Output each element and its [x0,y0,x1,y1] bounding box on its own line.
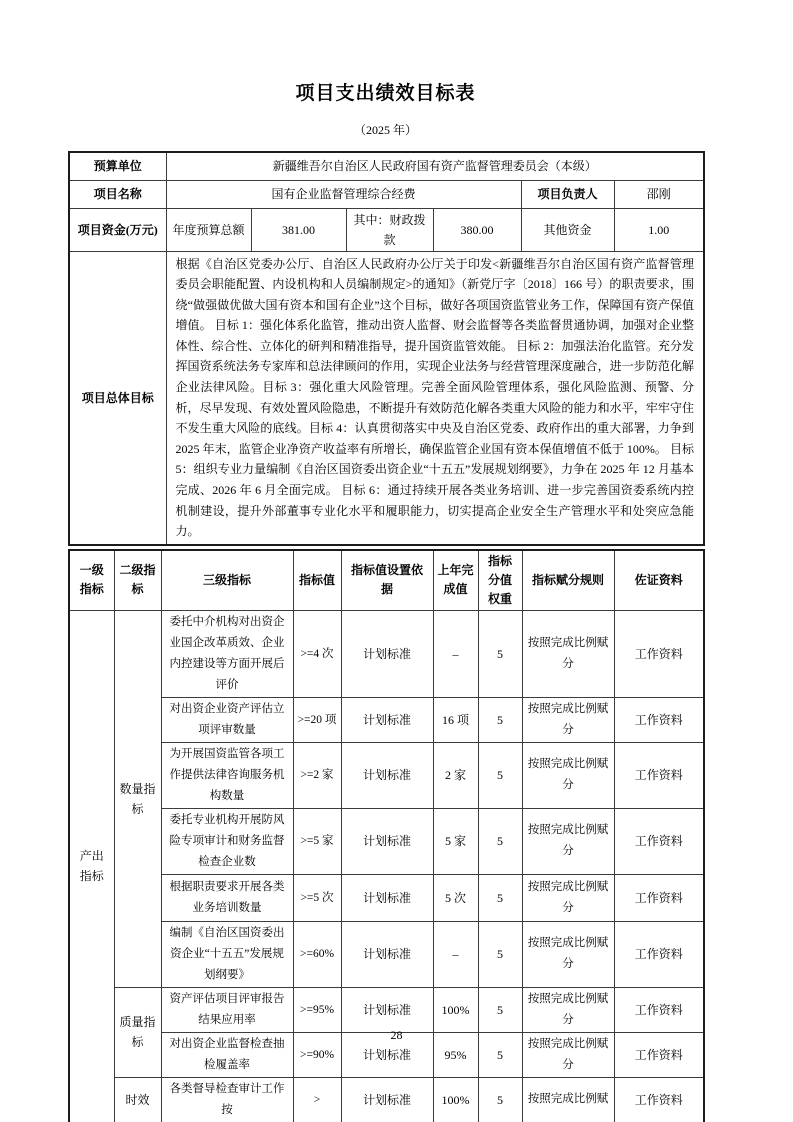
overall-goal-row [69,251,704,545]
prev-year-cell: 95% [433,1032,478,1077]
indicators-header-row [69,550,704,611]
evidence-cell: 工作资料 [614,987,704,1032]
prev-year-cell: 5 次 [433,874,478,921]
basis-cell: 计划标准 [341,874,433,921]
indicator-row [69,742,704,808]
level3-indicator-cell: 根据职责要求开展各类业务培训数量 [161,874,293,921]
weight-cell: 5 [478,1077,522,1122]
funds-label: 项目资金(万元) [69,208,166,251]
basis-cell: 计划标准 [341,697,433,742]
target-value-cell: >=20 项 [293,697,341,742]
level3-indicator-cell: 编制《自治区国资委出资企业“十五五”发展规划纲要》 [161,921,293,987]
level3-indicator-cell: 资产评估项目评审报告结果应用率 [161,987,293,1032]
header-level1: 一级指标 [69,550,114,611]
prev-year-cell: 2 家 [433,742,478,808]
basis-cell: 计划标准 [341,1077,433,1122]
header-evidence: 佐证资料 [614,550,704,611]
basis-cell: 计划标准 [341,808,433,874]
evidence-cell: 工作资料 [614,874,704,921]
level3-indicator-cell: 各类督导检查审计工作按 [161,1077,293,1122]
scoring-rule-cell: 按照完成比例赋 [522,1077,614,1122]
target-value-cell: >=5 家 [293,808,341,874]
level3-indicator-cell: 为开展国资监管各项工作提供法律咨询服务机构数量 [161,742,293,808]
budget-unit-value: 新疆维吾尔自治区人民政府国有资产监督管理委员会（本级） [166,152,704,180]
project-leader-label: 项目负责人 [521,180,614,208]
basis-cell: 计划标准 [341,921,433,987]
fiscal-funds-value: 380.00 [433,208,521,251]
weight-cell: 5 [478,808,522,874]
project-name-label: 项目名称 [69,180,166,208]
project-funds-row [69,208,704,251]
scoring-rule-cell: 按照完成比例赋分 [522,987,614,1032]
target-value-cell: >=2 家 [293,742,341,808]
weight-cell: 5 [478,742,522,808]
other-funds-label: 其他资金 [521,208,614,251]
budget-unit-row [69,152,704,180]
evidence-cell: 工作资料 [614,808,704,874]
evidence-cell: 工作资料 [614,921,704,987]
indicator-row [69,610,704,697]
weight-cell: 5 [478,874,522,921]
evidence-cell: 工作资料 [614,697,704,742]
page-number: 28 [390,1028,403,1042]
scoring-rule-cell: 按照完成比例赋分 [522,808,614,874]
basis-cell: 计划标准 [341,987,433,1032]
document-content [68,0,703,1122]
target-value-cell: > [293,1077,341,1122]
scoring-rule-cell: 按照完成比例赋分 [522,610,614,697]
target-value-cell: >=90% [293,1032,341,1077]
level3-indicator-cell: 委托专业机构开展防风险专项审计和财务监督检查企业数 [161,808,293,874]
prev-year-cell: 100% [433,987,478,1032]
basis-cell: 计划标准 [341,1032,433,1077]
prev-year-cell: – [433,921,478,987]
scoring-rule-cell: 按照完成比例赋分 [522,742,614,808]
header-level3: 三级指标 [161,550,293,611]
annual-budget-label: 年度预算总额 [166,208,251,251]
weight-cell: 5 [478,1032,522,1077]
indicator-row [69,808,704,874]
project-leader-value: 邵刚 [614,180,704,208]
scoring-rule-cell: 按照完成比例赋分 [522,1032,614,1077]
document-subtitle: （2025 年） [353,123,417,137]
level3-indicator-cell: 对出资企业监督检查抽检履盖率 [161,1032,293,1077]
indicator-row [69,697,704,742]
document-title: 项目支出绩效目标表 [295,83,476,104]
project-name-row [69,180,704,208]
header-scoring-rule: 指标赋分规则 [522,550,614,611]
project-info-table [68,151,705,546]
weight-cell: 5 [478,610,522,697]
level3-indicator-cell: 对出资企业资产评估立项评审数量 [161,697,293,742]
basis-cell: 计划标准 [341,742,433,808]
prev-year-cell: 5 家 [433,808,478,874]
scoring-rule-cell: 按照完成比例赋分 [522,697,614,742]
budget-unit-label: 预算单位 [69,152,166,180]
target-value-cell: >=95% [293,987,341,1032]
target-value-cell: >=60% [293,921,341,987]
indicator-row [69,987,704,1032]
level2-timeliness-cell: 时效 [114,1077,161,1122]
indicator-row [69,921,704,987]
target-value-cell: >=4 次 [293,610,341,697]
header-prev-year: 上年完成值 [433,550,478,611]
indicator-row [69,1077,704,1122]
level2-quality-cell: 质量指标 [114,987,161,1077]
scoring-rule-cell: 按照完成比例赋分 [522,874,614,921]
evidence-cell: 工作资料 [614,742,704,808]
prev-year-cell: 100% [433,1077,478,1122]
fiscal-funds-label: 其中：财政拨款 [346,208,433,251]
evidence-cell: 工作资料 [614,1032,704,1077]
header-value-basis: 指标值设置依据 [341,550,433,611]
annual-budget-value: 381.00 [251,208,346,251]
header-weight: 指标分值权重 [478,550,522,611]
indicator-row [69,874,704,921]
weight-cell: 5 [478,921,522,987]
evidence-cell: 工作资料 [614,610,704,697]
project-name-value: 国有企业监督管理综合经费 [166,180,521,208]
header-level2: 二级指标 [114,550,161,611]
overall-goal-label: 项目总体目标 [69,251,166,545]
evidence-cell: 工作资料 [614,1077,704,1122]
level1-indicator-cell: 产出指标 [69,610,114,1122]
scoring-rule-cell: 按照完成比例赋分 [522,921,614,987]
level3-indicator-cell: 委托中介机构对出资企业国企改革质效、企业内控建设等方面开展后评价 [161,610,293,697]
prev-year-cell: 16 项 [433,697,478,742]
weight-cell: 5 [478,987,522,1032]
prev-year-cell: – [433,610,478,697]
target-value-cell: >=5 次 [293,874,341,921]
basis-cell: 计划标准 [341,610,433,697]
overall-goal-text: 根据《自治区党委办公厅、自治区人民政府办公厅关于印发<新疆维吾尔自治区国有资产监督管理委员会职能配置、内设机构和人员编制规定>的通知》（新党厅字〔2018〕166 号）的职责要求，围绕“做强做优做大国有资本和国有企业”这个目标，做好各项国资监管业务工作，保障国有资产保值增值。 目标 1：强化体系化监管，推动出资人监督、财会监督等各类监督贯通协调，加强对企业整体性、综合性、立体化的研判和精准指导，提升国资监管效能。 目标 2：加强法治化监管。充分发挥国资系统法务专家库和总法律顾问的作用，实现企业法务与经营管理深度融合，进一步防范化解企业法律风险。目标 3：强化重大风险管理。完善全面风险管理体系，强化风险监测、预警、分析，尽早发现、有效处置风险隐患，不断提升有效防范化解各类重大风险的能力和水平，牢牢守住不发生重大风险的底线。目标 4：认真贯彻落实中央及自治区党委、政府作出的重大部署，力争到 2025 年末，监管企业净资产收益率有所增长，确保监管企业国有资本保值增值不低于 100%。 目标 5：组织专业力量编制《自治区国资委出资企业“十五五”发展规划纲要》，力争在 2025 年 12 月基本完成、2026 年 6 月全面完成。 目标 6：通过持续开展各类业务培训、进一步完善国资委系统内控机制建设，提升外部董事专业化水平和履职能力，切实提高企业安全生产管理水平和处突应急能力。 [166,251,704,545]
weight-cell: 5 [478,697,522,742]
header-target-value: 指标值 [293,550,341,611]
other-funds-value: 1.00 [614,208,704,251]
level2-quantity-cell: 数量指标 [114,610,161,987]
